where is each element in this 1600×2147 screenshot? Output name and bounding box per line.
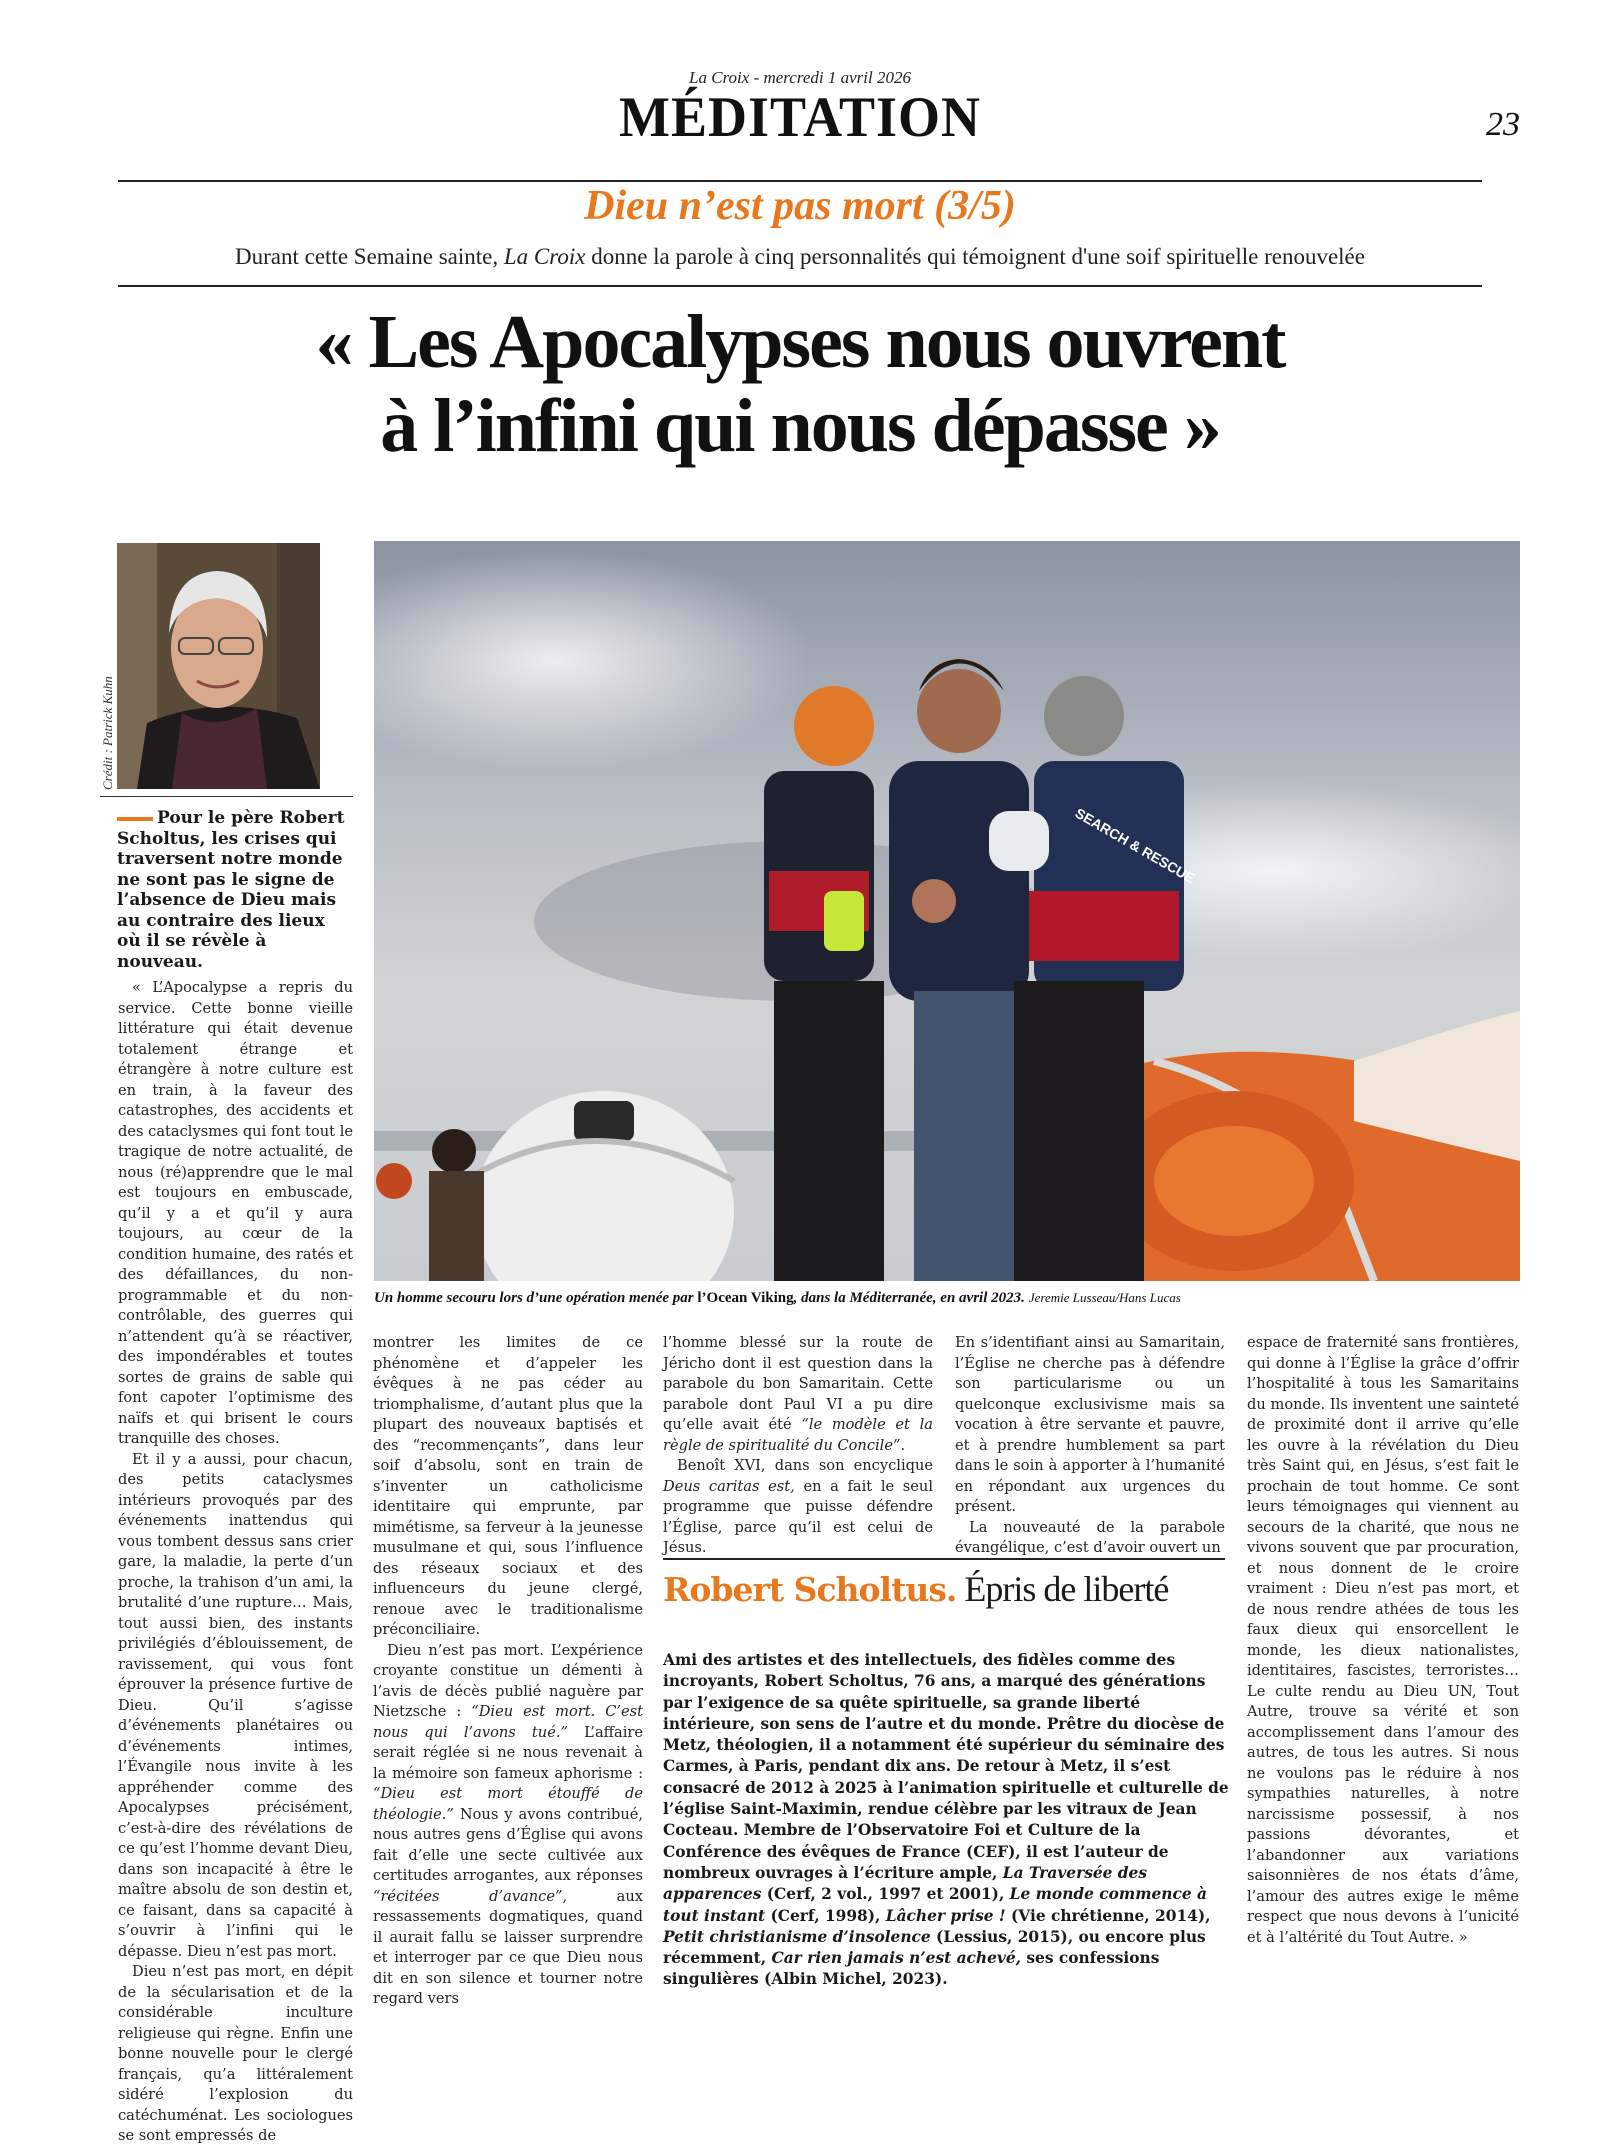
series-bottom-rule [118,285,1482,287]
text-run: . [900,1436,906,1454]
bio-box-title [663,1568,1263,1610]
portrait-illustration [117,543,320,789]
dek-text: Durant cette Semaine sainte, [235,244,504,269]
text-run: Nous y avons contribué, nous autres gens d’Église qui avons fait d’elle une secte cultivée aux certitudes arrogantes, aux réponses [373,1805,643,1884]
text-run: L’affaire serait réglée si ne nous revenait à la mémoire son fameux aphorisme : [373,1723,643,1782]
photo-credit: Jeremie Lusseau/Hans Lucas [1028,1290,1181,1305]
paragraph [663,1456,933,1559]
text-run: l’homme blessé sur la route de Jéricho dont il est question dans la parabole du bon Samaritain. Cette parabole dont Paul VI a pu dire qu’elle avait été [663,1334,933,1433]
dek-publication: La Croix [503,244,586,269]
book-title: Car rien jamais n’est achevé, [771,1949,1021,1968]
accent-bar [117,817,153,821]
book-title: La Traversée des apparences [663,1863,1148,1904]
standfirst-text: Pour le père Robert Scholtus, les crises qui traversent notre monde ne sont pas le signe de l’absence de Dieu mais au contraire des lieux où il se révèle à nouveau. [117,808,345,972]
section-rubric: MÉDITATION [618,85,982,149]
bio-name: Robert Scholtus. [663,1570,957,1609]
main-photo [374,541,1520,1281]
article-column-3 [663,1333,933,1559]
rescue-photo-illustration [374,541,1520,1281]
quote-aphorism: “Dieu est mort étouffé de théologie.” [373,1785,643,1823]
text-run: en a fait le seul programme que puisse défendre l’Église, parce qu’il est celui de Jésus. [663,1477,933,1556]
encyclical-title: Deus caritas est, [663,1477,795,1495]
edition-line: La Croix - mercredi 1 avril 2026 [689,68,911,87]
book-title: Lâcher prise ! [885,1906,1006,1925]
caption-ship-name: l’Ocean Viking [697,1290,794,1306]
bio-tagline: Épris de liberté [956,1569,1169,1609]
series-dek [0,244,1600,270]
bio-box-body [663,1650,1233,1991]
paragraph: « L’Apocalypse a repris du service. Cette bonne vieille littérature qui était devenue totalement étrange et étrangère à notre culture est en train, à la faveur des catastrophes, des accidents et des cataclysmes qui font tout le tragique de notre actualité, de nous (ré)apprendre que le mal est toujours en embuscade, qu’il y a et qu’il y aura toujours, au cœur de la condition humaine, des ratés et des défaillances, du non-programmable et du non-contrôlable, des guerres qui n’attendent qu’à se réactiver, des impondérables et toutes sortes de grains de sable qui font capoter l’optimisme des naïfs et qui brisent le cours tranquille des choses. [118,979,353,1447]
text-run: Benoît XVI, dans son encyclique [677,1457,933,1474]
text-run: , aux ressassements dogmatiques, quand il aurait fallu se laisser surprendre et interroger par ce que Dieu nous dit en son silence et tourner notre regard vers [373,1887,643,2007]
caption-text-end: , dans la Méditerranée, en avril 2023. [793,1290,1025,1306]
text-run: Ami des artistes et des intellectuels, des fidèles comme des incroyants, Robert Scholtus, 76 ans, a marqué des générations par l’exigence de sa quête spirituelle, sa grande liberté intérieure, son sens de l’autre et du monde. Prêtre du diocèse de Metz, théologien, il a notamment été supérieur du séminaire des Carmes, à Paris, pendant dix ans. De retour à Metz, il s’est consacré de 2012 à 2025 à l’animation spirituelle et culturelle de l’église Saint-Maximin, rendue célèbre par les vitraux de Jean Cocteau. Membre de l’Observatoire Foi et Culture de la Conférence des évêques de France (CEF), il est l’auteur de nombreux ouvrages à l’écriture ample, [663,1651,1229,1882]
article-column-2 [373,1333,643,2010]
portrait-rule [100,796,353,797]
paragraph: montrer les limites de ce phénomène et d’appeler les évêques à ne pas céder au triomphalisme, d’autant plus que la plupart des nouveaux baptisés et des “recommençants”, dans leur soif d’absolu, sont en train de s’inventer un catholicisme identitaire qui emprunte, par mimétisme, sa ferveur à la jeunesse musulmane et qui, sous l’influence des réseaux sociaux et des influenceurs du jeune clergé, renoue avec le traditionalisme préconciliaire. [373,1334,643,1638]
bio-box-rule [663,1558,1225,1560]
headline-line-1: « Les Apocalypses nous ouvrent [315,300,1285,384]
article-column-4 [955,1333,1225,1559]
vest-lettering: SEARCH & RESCUE [1072,804,1198,887]
article-column-1 [118,978,353,2147]
series-title: Dieu n’est pas mort (3/5) [584,183,1016,229]
standfirst [117,808,352,972]
portrait-credit: Crédit : Patrick Kuhn [100,676,115,790]
paragraph: espace de fraternité sans frontières, qui donne à l’Église la grâce d’offrir l’hospitalité à tous les Samaritains du monde. Ils inventent une sainteté de proximité dont il arrive qu’elle les ouvre à la révélation du Dieu très Saint qui, en Jésus, s’est fait le prochain de tout homme. Ce sont leurs témoignages qui viennent au secours de la charité, que nous ne vivons souvent que par procuration, et nous donnent de le croire vraiment : Dieu n’est pas mort, et de nous rendre athées de tous les faux dieux qui ensorcellent le monde, les dieux nationalistes, identitaires, fascistes, terroristes… Le culte rendu au Dieu UN, Tout Autre, trouve sa vérité et son accomplissement dans l’amour des autres, de tous les autres. Si nous ne voulons pas le réduire à nos sympathies naturelles, à notre narcissisme possessif, à nos passions dévorantes, et l’abandonner aux variations saisonnières de nos états d’âme, l’amour des autres exige le même respect que nous devons à l’unicité et à l’altérité du Tout Autre. » [1247,1334,1519,1946]
text-run: (Lessius, 2015), ou encore plus récemment, [663,1927,1206,1968]
headline-line-2: à l’infini qui nous dépasse » [380,384,1220,468]
dek-text-end: donne la parole à cinq personnalités qui témoignent d'une soif spirituelle renouvelée [585,244,1365,269]
paragraph: Dieu n’est pas mort, en dépit de la sécularisation et de la considérable inculture religieuse qui règne. Enfin une bonne nouvelle pour le clergé français, qu’a littéralement sidéré l’explosion du catéchuménat. Les sociologues se sont empressés de [118,1963,353,2144]
quote-concile: “le modèle et la règle de spiritualité du Concile” [663,1416,933,1454]
portrait-photo [117,543,320,789]
paragraph: Et il y a aussi, pour chacun, des petits cataclysmes intérieurs provoqués par des événements inattendus qui vous tombent dessus sans crier gare, la maladie, la perte d’un proche, la trahison d’un ami, la brutalité d’une rupture… Mais, tout aussi bien, des instants privilégiés d’éblouissement, de ravissement, qui vous font éprouver la présence furtive de Dieu. Qu’il s’agisse d’événements planétaires ou d’événements intimes, l’Évangile nous invite à les appréhender comme des Apocalypses précisément, c’est-à-dire des révélations de ce qu’est l’homme devant Dieu, dans son incapacité à être le maître absolu de son destin et, ce faisant, dans sa capacité à s’ouvrir à l’infini qui le dépasse. Dieu n’est pas mort. [118,1450,353,1960]
page-number: 23 [1486,106,1520,143]
photo-caption [374,1290,1520,1307]
headline [0,300,1600,468]
article-column-5 [1247,1333,1519,1948]
paragraph: En s’identifiant ainsi au Samaritain, l’Église ne cherche pas à défendre son particularisme ou un quelconque exclusivisme mais sa vocation à être servante et pauvre, et à prendre humblement sa part dans le soin à apporter à l’humanité en répondant aux urgences du présent. [955,1334,1225,1515]
text-run: Dieu n’est pas mort. L’expérience croyante constitue un démenti à l’avis de décès publié naguère par Nietzsche : [373,1641,643,1720]
paragraph: La nouveauté de la parabole évangélique, c’est d’avoir ouvert un [955,1518,1225,1556]
book-title: Petit christianisme d’insolence [663,1927,931,1946]
caption-text: Un homme secouru lors d’une opération menée par [374,1290,698,1306]
text-run: (Cerf, 2 vol., 1997 et 2001), [761,1885,1010,1904]
book-title: Le monde commence à tout instant [663,1885,1207,1925]
paragraph [663,1333,933,1456]
text-run: (Cerf, 1998), [765,1906,886,1925]
text-run: ses confessions singulières (Albin Michel, 2023). [663,1949,1160,1989]
paragraph [373,1641,643,2010]
quote-recitees: “récitées d’avance” [373,1887,563,1905]
text-run: (Vie chrétienne, 2014), [1005,1906,1211,1925]
quote-nietzsche: “Dieu est mort. C’est nous qui l’avons tué.” [373,1703,643,1741]
